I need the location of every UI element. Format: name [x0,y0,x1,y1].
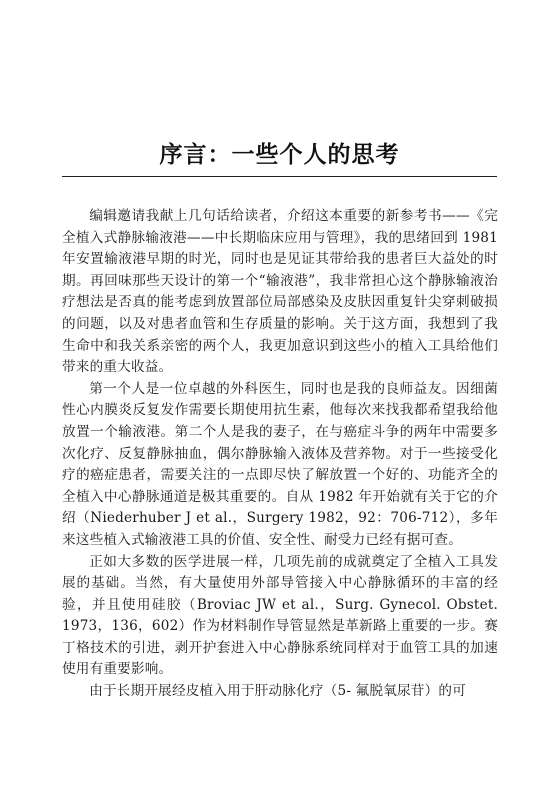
body-text [62,206,498,703]
paragraph-4: 由于长期开展经皮植入用于肝动脉化疗（5- 氟脱氧尿苷）的可 [89,683,466,700]
page-title: 序言：一些个人的思考 [159,142,400,168]
title-divider [62,176,497,177]
paragraph-2: 第一个人是一位卓越的外科医生，同时也是我的良师益友。因细菌性心内膜炎反复发作需要长期使用抗生素，他每次来找我都希望我给他放置一个输液港。第二个人是我的妻子，在与癌症斗争的两年中需要多次化疗、反复静脉抽血，偶尔静脉输入液体及营养物。对于一些接受化疗的癌症患者，需要关注的一点即尽快了解放置一个好的、功能齐全的全植入中心静脉通道是极其重要的。自从 1982 年开始就有关于它的介绍（Niederhuber J et al.，Surgery 1982，92：706-712），多年来这些植入式输液港工具的价值、安全性、耐受力已经有据可查。 [62,380,498,548]
paragraph-3: 正如大多数的医学进展一样，几项先前的成就奠定了全植入工具发展的基础。当然，有大量使用外部导管接入中心静脉循环的丰富的经验，并且使用硅胶（Broviac JW et al.，Surg. Gynecol. Obstet. 1973，136，602）作为材料制作导管显然是革新路上重要的一步。赛丁格技术的引进，剥开护套进入中心静脉系统同样对于血管工具的加速使用有重要影响。 [62,553,498,678]
paragraph-1: 编辑邀请我献上几句话给读者，介绍这本重要的新参考书——《完全植入式静脉输液港——中长期临床应用与管理》，我的思绪回到 1981 年安置输液港早期的时光，同时也是见证其带给我的患者巨大益处的时期。再回味那些天设计的第一个“输液港”，我非常担心这个静脉输液治疗想法是否真的能考虑到放置部位局部感染及皮肤因重复针尖穿刺破损的问题，以及对患者血管和生存质量的影响。关于这方面，我想到了我生命中和我关系亲密的两个人，我更加意识到这些小的植入工具给他们带来的重大收益。 [62,208,498,376]
